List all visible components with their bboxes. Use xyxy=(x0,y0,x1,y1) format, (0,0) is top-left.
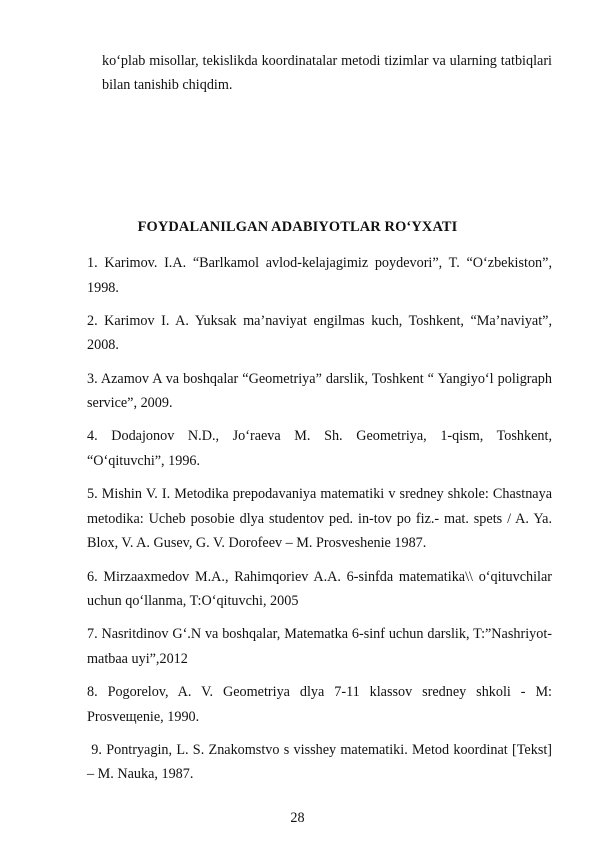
intro-paragraph: ko‘plab misollar, tekislikda koordinatalar metodi tizimlar va ularning tatbiqlari bilan tanishib chiqdim. xyxy=(102,53,552,93)
reference-item: 2. Karimov I. A. Yuksak ma’naviyat engilmas kuch, Toshkent, “Ma’naviyat”, 2008. xyxy=(87,312,552,354)
reference-item: 9. Pontryagin, L. S. Znakomstvo s visshey matematiki. Metod koordinat [Tekst] – M. Nauka, 1987. xyxy=(87,741,556,783)
reference-item: 6. Mirzaaxmedov M.A., Rahimqoriev A.A. 6-sinfda matematika\\ o‘qituvchilar uchun qo‘llanma, T:O‘qituvchi, 2005 xyxy=(87,568,552,610)
reference-item: 8. Pogorelov, A. V. Geometriya dlya 7-11 klassov sredney shkoli - M: Prosveщenie, 1990. xyxy=(87,684,552,725)
reference-item: 5. Mishin V. I. Metodika prepodavaniya matematiki v sredney shkole: Chastnaya metodika: Ucheb posobie dlya studentov ped. in-tov po fiz.- mat. spets / A. Ya. Blox, V. A. Gusev, G. V. Dorofeev – M. Prosveshenie 1987. xyxy=(87,486,552,552)
reference-item: 4. Dodajonov N.D., Jo‘raeva M. Sh. Geometriya, 1-qism, Toshkent, “O‘qituvchi”, 1996. xyxy=(87,428,552,469)
reference-item: 7. Nasritdinov G‘.N va boshqalar, Matematka 6-sinf uchun darslik, T:”Nashriyot-matbaa uyi”,2012 xyxy=(87,626,552,667)
reference-item: 3. Azamov A va boshqalar “Geometriya” darslik, Toshkent “ Yangiyo‘l poligraph service”, 2009. xyxy=(87,370,552,412)
reference-item: 1. Karimov. I.A. “Barlkamol avlod-kelajagimiz poydevori”, T. “O‘zbekiston”, 1998. xyxy=(87,255,552,296)
references-title: FOYDALANILGAN ADABIYOTLAR RO‘YXATI xyxy=(137,219,458,235)
references-list xyxy=(87,251,556,796)
page-number: 28 xyxy=(290,810,305,826)
